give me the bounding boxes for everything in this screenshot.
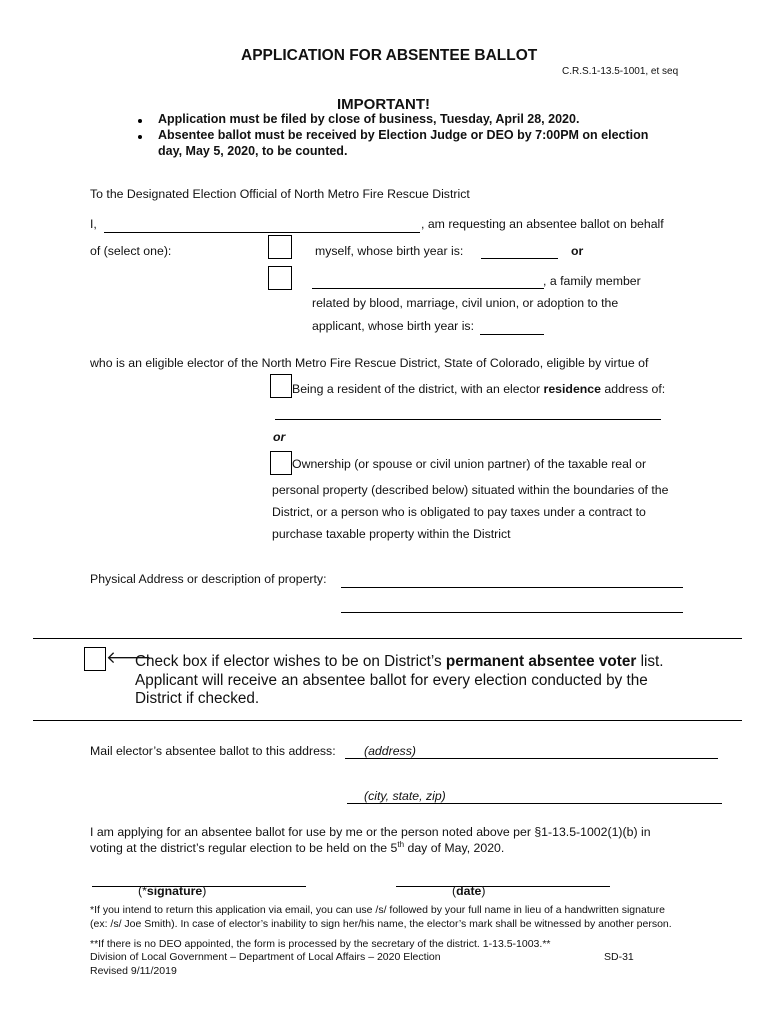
ownership-checkbox[interactable] (270, 451, 292, 475)
i-prefix: I, (90, 217, 97, 231)
family-member-checkbox[interactable] (268, 266, 292, 290)
related-text: related by blood, marriage, civil union, or adoption to the (312, 296, 619, 310)
date-field[interactable] (396, 886, 610, 887)
applicant-birth-year-field[interactable] (480, 334, 544, 335)
myself-label: myself, whose birth year is: (315, 244, 464, 258)
bullet-dot (138, 119, 142, 123)
deadline-filing: Application must be filed by close of business, Tuesday, April 28, 2020. (158, 112, 580, 126)
date-label: (date) (452, 884, 486, 898)
or-italic-label: or (273, 430, 286, 444)
select-one-label: of (select one): (90, 244, 172, 258)
mail-address-placeholder: (address) (364, 744, 416, 758)
section-divider-top (33, 638, 742, 639)
important-heading: IMPORTANT! (337, 96, 431, 113)
section-divider-bottom (33, 720, 742, 721)
bullet-dot (138, 135, 142, 139)
addressee-line: To the Designated Election Official of North Metro Fire Rescue District (90, 187, 470, 201)
deadline-receipt: Absentee ballot must be received by Election Judge or DEO by 7:00PM on election (158, 128, 649, 142)
physical-address-field-2[interactable] (341, 612, 683, 613)
permanent-voter-line-2: Applicant will receive an absentee ballot for every election conducted by the (135, 672, 648, 689)
ownership-text-1: Ownership (or spouse or civil union partner) of the taxable real or (292, 457, 647, 471)
ownership-text-2: personal property (described below) situated within the boundaries of the (272, 483, 669, 497)
permanent-voter-line-1: Check box if elector wishes to be on District’s permanent absentee voter list. (135, 653, 664, 670)
permanent-voter-line-3: District if checked. (135, 690, 260, 707)
email-note-1: *If you intend to return this application via email, you can use /s/ followed by your full name in lieu of a handwritten signature (90, 904, 665, 916)
division-line: Division of Local Government – Department of Local Affairs – 2020 Election (90, 951, 441, 963)
physical-address-label: Physical Address or description of property: (90, 572, 327, 586)
family-member-name-field[interactable] (312, 288, 544, 289)
ownership-text-3: District, or a person who is obligated to pay taxes under a contract to (272, 505, 646, 519)
deadline-receipt-cont: day, May 5, 2020, to be counted. (158, 144, 348, 158)
ownership-text-4: purchase taxable property within the District (272, 527, 511, 541)
permanent-voter-checkbox[interactable] (84, 647, 106, 671)
residence-address-field[interactable] (275, 419, 661, 420)
signature-label: (*signature) (138, 884, 207, 898)
eligibility-text: who is an eligible elector of the North Metro Fire Rescue District, State of Colorado, eligible by virtue of (90, 356, 649, 370)
declaration-line-1: I am applying for an absentee ballot for use by me or the person noted above per §1-13.5-1002(1)(b) in (90, 825, 651, 839)
mail-address-field[interactable] (345, 758, 718, 759)
revised-date: Revised 9/11/2019 (90, 965, 177, 977)
myself-birth-year-field[interactable] (481, 258, 558, 259)
mail-city-placeholder: (city, state, zip) (364, 789, 446, 803)
residence-checkbox[interactable] (270, 374, 292, 398)
statute-citation: C.R.S.1-13.5-1001, et seq (562, 66, 679, 77)
physical-address-field[interactable] (341, 587, 683, 588)
or-label: or (571, 244, 584, 258)
form-code: SD-31 (604, 951, 634, 963)
declaration-line-2: voting at the district’s regular election to be held on the 5th day of May, 2020. (90, 840, 505, 856)
myself-checkbox[interactable] (268, 235, 292, 259)
form-title: APPLICATION FOR ABSENTEE BALLOT (241, 47, 538, 64)
mail-city-field[interactable] (347, 803, 722, 804)
residence-label: Being a resident of the district, with an elector residence address of: (292, 382, 666, 396)
family-member-label: , a family member (543, 274, 641, 288)
arrow-left-icon: 🡐 (106, 648, 152, 668)
deo-note: **If there is no DEO appointed, the form is processed by the secretary of the district. 1-13.5-1003.** (90, 938, 551, 950)
requesting-text: , am requesting an absentee ballot on behalf (421, 217, 664, 231)
applicant-birth-label: applicant, whose birth year is: (312, 319, 474, 333)
mail-address-label: Mail elector’s absentee ballot to this address: (90, 744, 336, 758)
email-note-2: (ex: /s/ Joe Smith). In case of elector’s inability to sign her/his name, the elector’s mark shall be witnessed by another person. (90, 918, 672, 930)
applicant-name-field[interactable] (104, 232, 420, 233)
